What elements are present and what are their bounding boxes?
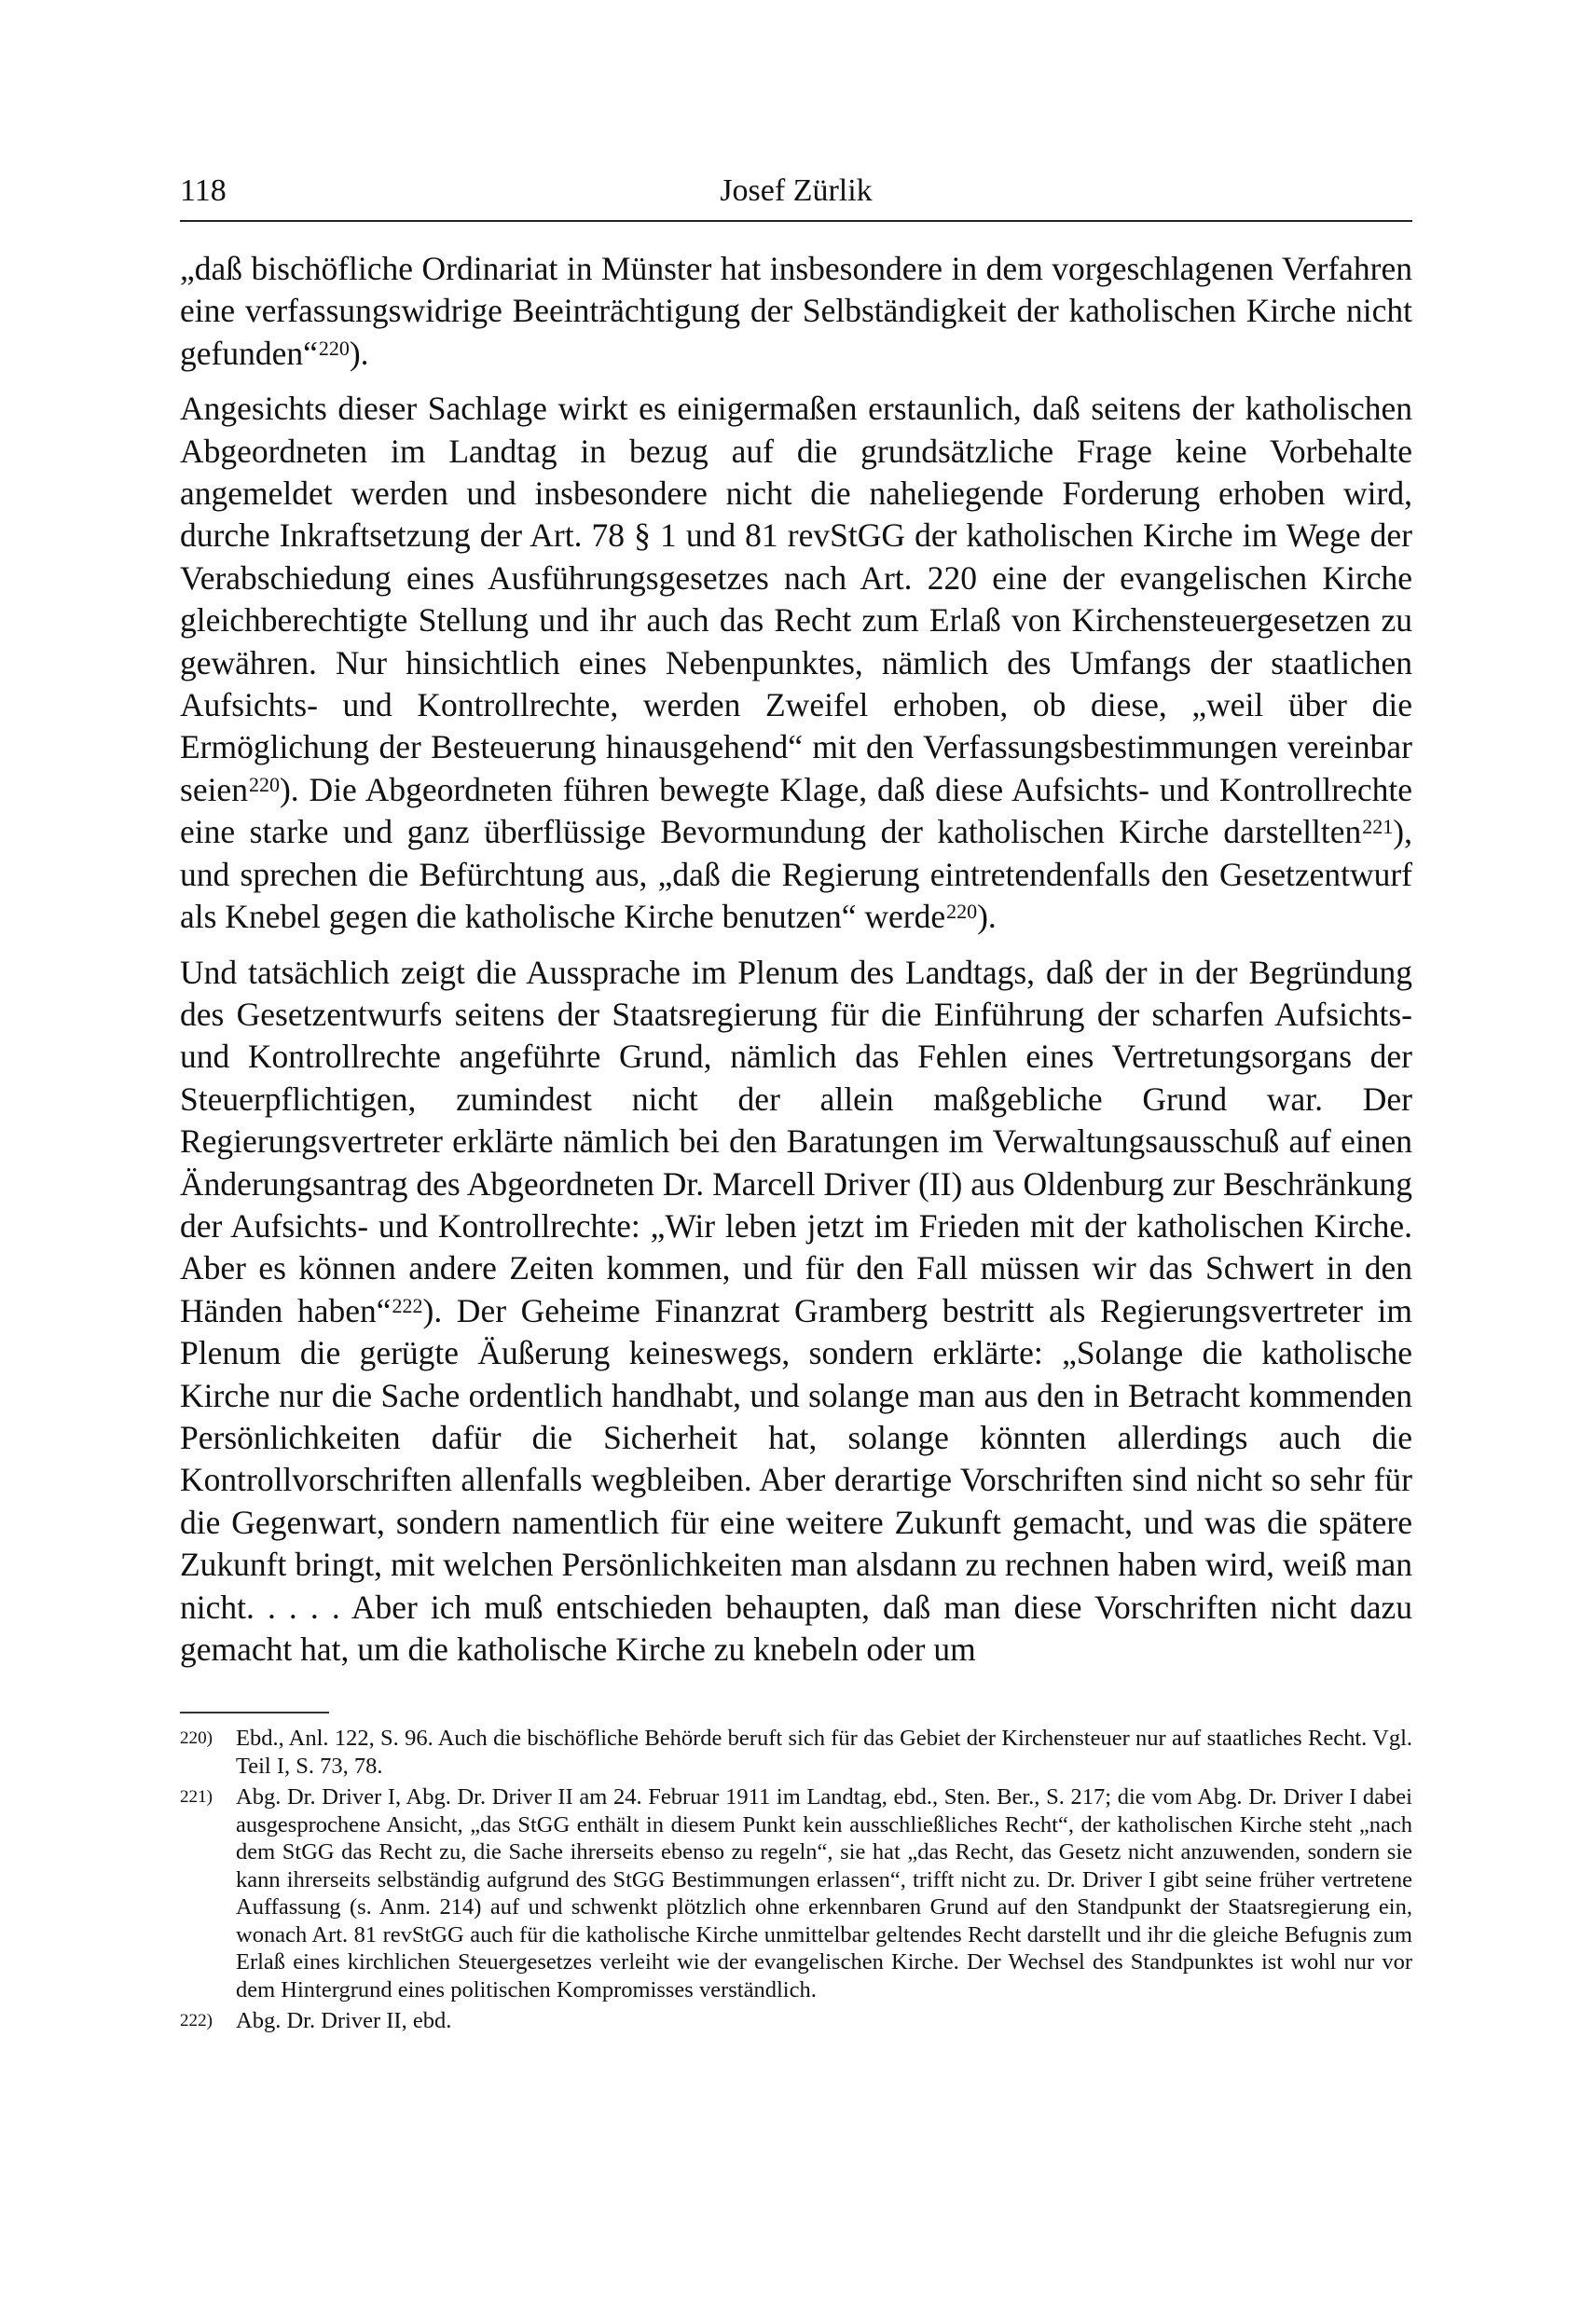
- footnote-reference[interactable]: 222: [392, 1293, 423, 1317]
- footnote-number: 222): [180, 2011, 213, 2031]
- footnote-reference[interactable]: 221: [1362, 815, 1394, 839]
- footnote-reference[interactable]: 220: [946, 900, 978, 924]
- text-run: ), und sprechen die Befürchtung aus, „daß die Regierung eintretendenfalls den Gesetzentwurf als Knebel gegen die katholische Kirche benutzen“ werde: [180, 813, 1412, 936]
- text-run: „daß bischöfliche Ordinariat in Münster hat insbesondere in dem vorgeschlagenen Verfahren eine verfassungswidrige Beeinträchtigung der Selbständigkeit der katholischen Kirche nicht gefunden“: [180, 250, 1412, 372]
- text-run: ).: [977, 898, 997, 936]
- paragraph: [180, 952, 1412, 1672]
- running-title: Josef Zürlik: [720, 173, 873, 208]
- footnote: [180, 1725, 1412, 1780]
- footnote-text: Abg. Dr. Driver I, Abg. Dr. Driver II am 24. Februar 1911 im Landtag, ebd., Sten. Ber., S. 217; die vom Abg. Dr. Driver I dabei ausgesprochene Ansicht, „das StGG enthält in diesem Punkt kein ausschließliches Recht“, der katholischen Kirche steht „nach dem StGG das Recht zu, die Sache ihrerseits ebenso zu regeln“, sie hat „das Recht, das Gesetz nicht anzuwenden, sondern sie kann ihrerseits selbständig aufgrund des StGG Bestimmungen erlassen“, trifft nicht zu. Dr. Driver I gibt seine früher vertretene Auffassung (s. Anm. 214) auf und schwenkt plötzlich ohne erkennbaren Grund auf den Standpunkt der Staatsregierung ein, wonach Art. 81 revStGG auch für die katholische Kirche unmittelbar geltendes Recht darstellt und ihr die gleiche Befugnis zum Erlaß eines kirchlichen Steuergesetzes verleiht wie der evangelischen Kirche. Der Wechsel des Standpunktes ist wohl nur vor dem Hintergrund eines politischen Kompromisses verständlich.: [236, 1784, 1412, 2002]
- header-rule: [180, 220, 1412, 222]
- footnote: [180, 2007, 1412, 2035]
- book-page: [180, 168, 1412, 2039]
- footnote-text: Abg. Dr. Driver II, ebd.: [236, 2008, 452, 2034]
- paragraph: [180, 388, 1412, 938]
- page-number: 118: [180, 173, 227, 208]
- footnote: [180, 1783, 1412, 2003]
- footnote-number: 220): [180, 1728, 213, 1749]
- running-head: [180, 168, 1412, 214]
- footnote-text: Ebd., Anl. 122, S. 96. Auch die bischöfliche Behörde beruft sich für das Gebiet der Kirchensteuer nur auf staatliches Recht. Vgl. Teil I, S. 73, 78.: [236, 1726, 1412, 1779]
- paragraph: [180, 248, 1412, 375]
- text-run: Und tatsächlich zeigt die Aussprache im Plenum des Landtags, daß der in der Begründung des Gesetzentwurfs seitens der Staatsregierung für die Einführung der scharfen Aufsichts- und Kontrollrechte angeführte Grund, nämlich das Fehlen eines Vertretungsorgans der Steuerpflichtigen, zumindest nicht der allein maßgebliche Grund war. Der Regierungsvertreter erklärte nämlich bei den Baratungen im Verwaltungsausschuß auf einen Änderungsantrag des Abgeordneten Dr. Marcell Driver (II) aus Oldenburg zur Beschränkung der Aufsichts- und Kontrollrechte: „Wir leben jetzt im Frieden mit der katholischen Kirche. Aber es können andere Zeiten kommen, und für den Fall müssen wir das Schwert in den Händen haben“: [180, 953, 1412, 1329]
- footnote-number: 221): [180, 1787, 213, 1808]
- footnote-reference[interactable]: 220: [248, 772, 280, 796]
- text-run: ). Die Abgeordneten führen bewegte Klage, daß diese Aufsichts- und Kontrollrechte eine starke und ganz überflüssige Bevormundung der katholischen Kirche darstellten: [180, 770, 1412, 851]
- text-run: ).: [349, 334, 369, 372]
- body-text: [180, 248, 1412, 1671]
- text-run: ). Der Geheime Finanzrat Gramberg bestritt als Regierungsvertreter im Plenum die gerügte Äußerung keineswegs, sondern erklärte: „Solange die katholische Kirche nur die Sache ordentlich handhabt, und solange man aus den in Betracht kommenden Persönlichkeiten dafür die Sicherheit hat, solange könnten allerdings auch die Kontrollvorschriften allenfalls wegbleiben. Aber derartige Vorschriften sind nicht so sehr für die Gegenwart, sondern namentlich für eine weitere Zukunft gemacht, und was die spätere Zukunft bringt, mit welchen Persönlichkeiten man alsdann zu rechnen haben wird, weiß man nicht. . . . . Aber ich muß entschieden behaupten, daß man diese Vorschriften nicht dazu gemacht hat, um die katholische Kirche zu knebeln oder um: [180, 1291, 1413, 1668]
- footnote-reference[interactable]: 220: [318, 336, 350, 360]
- text-run: Angesichts dieser Sachlage wirkt es einigermaßen erstaunlich, daß seitens der katholischen Abgeordneten im Landtag in bezug auf die grundsätzliche Frage keine Vorbehalte angemeldet werden und insbesondere nicht die naheliegende Forderung erhoben wird, durche Inkraftsetzung der Art. 78 § 1 und 81 revStGG der katholischen Kirche im Wege der Verabschiedung eines Ausführungsgesetzes nach Art. 220 eine der evangelischen Kirche gleichberechtigte Stellung und ihr auch das Recht zum Erlaß von Kirchensteuergesetzen zu gewähren. Nur hinsichtlich eines Nebenpunktes, nämlich des Umfangs der staatlichen Aufsichts- und Kontrollrechte, werden Zweifel erhoben, ob diese, „weil über die Ermöglichung der Besteuerung hinausgehend“ mit den Verfassungsbestimmungen vereinbar seien: [180, 390, 1412, 808]
- footnote-rule: [180, 1712, 329, 1713]
- footnotes: [180, 1725, 1412, 2035]
